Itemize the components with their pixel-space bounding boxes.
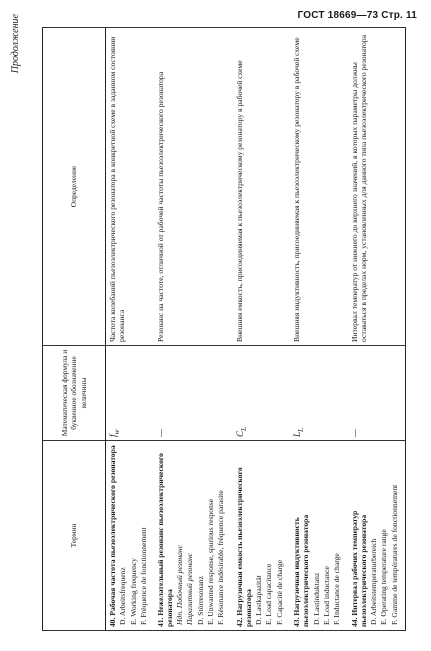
table-row: [290, 28, 347, 631]
table-header-row: [43, 28, 106, 631]
symbol-subscript: w: [111, 429, 121, 435]
definition-text: Частота колебаний пьезоэлектрического резонатора в конкретной схеме в заданном состоянии резонанса: [108, 36, 127, 342]
continuation-label: Продолжение: [10, 14, 21, 74]
term-title: 44. Интервал рабочих температур пьезоэлектрического резонатора: [349, 510, 368, 627]
term-title: 41. Нежелательный резонанс пьезоэлектрического резонатора: [155, 453, 174, 627]
term-translation: E. Working frequency: [128, 558, 138, 625]
symbol: f: [108, 434, 118, 437]
symbol-cell: [106, 346, 154, 441]
term-cell: [154, 441, 233, 631]
term-translation: F. Inductance de charge: [332, 553, 342, 625]
table-row: [233, 28, 290, 631]
symbol-subscript: L: [295, 427, 305, 432]
table-row: [154, 28, 233, 631]
definition-text: Резонанс на частоте, отличной от рабочей частоты пьезоэлектрического резонатора: [155, 71, 165, 342]
term-title: 42. Нагрузочная емкость пьезоэлектрического резонатора: [234, 467, 253, 627]
symbol-cell: [154, 346, 233, 441]
column-header-term: Термин: [43, 441, 106, 631]
term-translation: F. Gamme de températures de fonctionnement: [389, 484, 399, 625]
symbol-cell: [348, 346, 406, 441]
table-row: [348, 28, 406, 631]
symbol: —: [349, 428, 360, 437]
symbol-cell: [290, 346, 347, 441]
definition-cell: [106, 28, 154, 346]
definition-text: Внешняя емкость, присоединяемая к пьезоэлектрическому резонатору в рабочей схеме: [234, 60, 244, 342]
term-translation: F. Résonance indésirable, fréquence parasite: [216, 490, 226, 625]
term-title: 43. Нагрузочная индуктивность пьезоэлектрического резонатора: [292, 514, 311, 627]
term-cell: [348, 441, 406, 631]
term-translation: Ндп. Побочный резонанс: [175, 544, 185, 625]
page-header: ГОСТ 18669—73 Стр. 11: [297, 10, 417, 21]
term-translation: D. Arbeitsfrequenz: [118, 567, 128, 625]
table-row: [106, 28, 154, 631]
symbol-subscript: L: [238, 426, 248, 431]
column-header-symbol: Математическая формула и буквенное обозначение величины: [43, 346, 106, 441]
term-translation: Паразитный резонанс: [185, 552, 195, 625]
definition-cell: [290, 28, 347, 346]
term-translation: D. Lastkapazität: [254, 575, 264, 625]
definition-cell: [348, 28, 406, 346]
term-cell: [290, 441, 347, 631]
term-translation: D. Arbeitstemperaturbereich: [369, 538, 379, 625]
definition-cell: [233, 28, 290, 346]
term-translation: F. Capacité de charge: [274, 559, 284, 625]
symbol: C: [234, 430, 245, 437]
term-translation: E. Unwanted response, spurious response: [205, 498, 215, 625]
definition-cell: [154, 28, 233, 346]
symbol: L: [292, 431, 303, 437]
term-translation: F. Fréquence de fonctionnement: [138, 527, 148, 625]
term-cell: [106, 441, 154, 631]
term-translation: D. Störresonanz: [195, 576, 205, 625]
definition-text: Внешняя индуктивность, присоединяемая к пьезоэлектрическому резонатору в рабочей схеме: [292, 37, 302, 342]
symbol-cell: [233, 346, 290, 441]
symbol: —: [155, 428, 166, 437]
term-translation: E. Load capacitance: [264, 563, 274, 625]
term-cell: [233, 441, 290, 631]
column-header-definition: Определение: [43, 28, 106, 346]
term-translation: D. Lastinduktanz: [311, 572, 321, 625]
definition-text: Интервал температур от нижнего до верхнего значений, в которых параметры должны оставаться в пределах норм, установленных для данного типа пьезоэлектрического резонатора: [349, 35, 368, 342]
term-translation: E. Load inductance: [321, 566, 331, 625]
term-title: 40. Рабочая частота пьезоэлектрического резонатора: [108, 445, 117, 627]
terms-table: [42, 27, 406, 631]
term-translation: E. Operating temperature range: [379, 529, 389, 625]
